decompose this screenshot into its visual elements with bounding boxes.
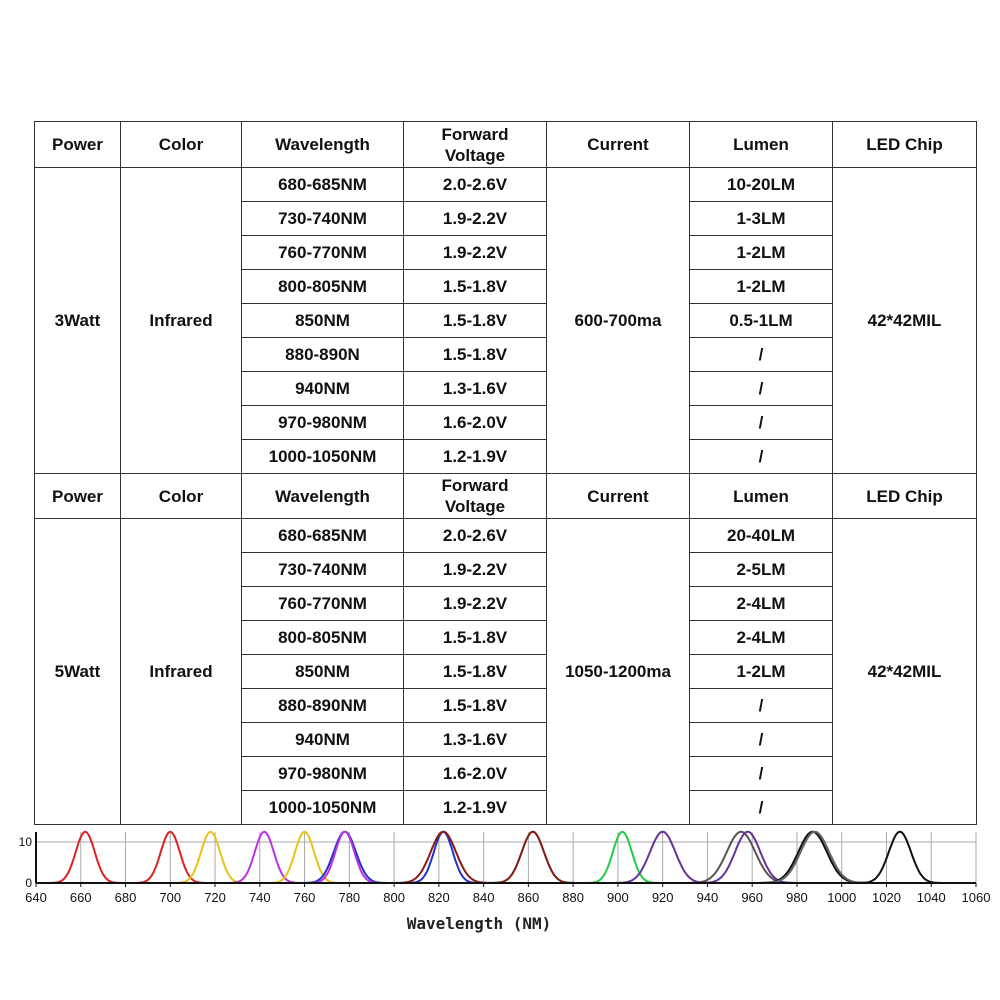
spectrum-curve	[486, 832, 580, 883]
x-tick-label: 880	[562, 890, 584, 905]
x-tick-label: 780	[338, 890, 361, 905]
forward-voltage-header: Forward Voltage	[404, 122, 547, 168]
wavelength-cell: 680-685NM	[242, 519, 404, 553]
x-tick-label: 700	[159, 890, 182, 905]
wavelength-cell: 970-980NM	[242, 406, 404, 440]
wavelength-cell: 760-770NM	[242, 587, 404, 621]
led-chip-cell: 42*42MIL	[833, 168, 977, 474]
x-tick-label: 800	[383, 890, 405, 905]
spectrum-curve	[390, 832, 497, 883]
power-header: Power	[35, 122, 121, 168]
wavelength-cell: 880-890NM	[242, 689, 404, 723]
wavelength-cell: 800-805NM	[242, 621, 404, 655]
x-tick-label: 740	[248, 890, 271, 905]
lumen-cell: 1-2LM	[690, 655, 833, 689]
forward-voltage-cell: 1.9-2.2V	[404, 236, 547, 270]
x-tick-label: 820	[428, 890, 450, 905]
x-tick-label: 860	[517, 890, 540, 905]
forward-voltage-cell: 1.2-1.9V	[404, 440, 547, 474]
wavelength-cell: 760-770NM	[242, 236, 404, 270]
forward-voltage-cell: 1.9-2.2V	[404, 553, 547, 587]
lumen-cell: /	[690, 689, 833, 723]
lumen-cell: 2-5LM	[690, 553, 833, 587]
led-chip-header: LED Chip	[833, 474, 977, 519]
table-row	[35, 168, 977, 202]
wavelength-cell: 730-740NM	[242, 553, 404, 587]
lumen-header: Lumen	[690, 474, 833, 519]
x-tick-label: 640	[25, 890, 47, 905]
power-header: Power	[35, 474, 121, 519]
header-row	[35, 474, 977, 519]
forward-voltage-cell: 1.3-1.6V	[404, 723, 547, 757]
lumen-cell: 1-2LM	[690, 236, 833, 270]
spectrum-curve	[45, 832, 126, 883]
forward-voltage-cell: 1.3-1.6V	[404, 372, 547, 406]
x-tick-label: 900	[607, 890, 629, 905]
forward-voltage-cell: 2.0-2.6V	[404, 168, 547, 202]
lumen-header: Lumen	[690, 122, 833, 168]
lumen-cell: /	[690, 372, 833, 406]
lumen-cell: /	[690, 406, 833, 440]
spectrum-curve	[752, 832, 873, 883]
spectrum-curve	[853, 832, 947, 883]
y-tick-label: 0	[25, 876, 32, 890]
spectrum-x-axis-label: Wavelength (NM)	[406, 914, 552, 933]
forward-voltage-cell: 1.5-1.8V	[404, 689, 547, 723]
wavelength-spectrum-chart	[0, 828, 1000, 913]
wavelength-header: Wavelength	[242, 122, 404, 168]
spectrum-curve	[298, 832, 392, 883]
color-header: Color	[121, 122, 242, 168]
x-tick-label: 680	[114, 890, 137, 905]
spectrum-curve	[582, 832, 663, 883]
wavelength-cell: 1000-1050NM	[242, 440, 404, 474]
lumen-cell: 0.5-1LM	[690, 304, 833, 338]
x-tick-label: 840	[472, 890, 495, 905]
color-cell: Infrared	[121, 168, 242, 474]
forward-voltage-cell: 1.9-2.2V	[404, 587, 547, 621]
forward-voltage-cell: 1.6-2.0V	[404, 406, 547, 440]
forward-voltage-cell: 1.9-2.2V	[404, 202, 547, 236]
current-header: Current	[547, 474, 690, 519]
color-header: Color	[121, 474, 242, 519]
wavelength-cell: 970-980NM	[242, 757, 404, 791]
wavelength-cell: 680-685NM	[242, 168, 404, 202]
x-tick-label: 1000	[827, 890, 857, 905]
x-tick-label: 1040	[916, 890, 946, 905]
x-tick-label: 760	[293, 890, 316, 905]
led-chip-header: LED Chip	[833, 122, 977, 168]
current-cell: 600-700ma	[547, 168, 690, 474]
wavelength-cell: 730-740NM	[242, 202, 404, 236]
x-tick-label: 1020	[872, 890, 901, 905]
x-tick-label: 980	[786, 890, 808, 905]
x-tick-label: 1060	[961, 890, 991, 905]
lumen-cell: /	[690, 757, 833, 791]
wavelength-cell: 1000-1050NM	[242, 791, 404, 825]
forward-voltage-cell: 1.5-1.8V	[404, 655, 547, 689]
lumen-cell: /	[690, 338, 833, 372]
header-row	[35, 122, 977, 168]
x-tick-label: 960	[741, 890, 764, 905]
wavelength-cell: 880-890N	[242, 338, 404, 372]
lumen-cell: 2-4LM	[690, 621, 833, 655]
lumen-cell: /	[690, 791, 833, 825]
forward-voltage-cell: 1.5-1.8V	[404, 338, 547, 372]
forward-voltage-cell: 2.0-2.6V	[404, 519, 547, 553]
power-cell: 5Watt	[35, 519, 121, 825]
spectrum-curve	[486, 832, 580, 883]
wavelength-cell: 940NM	[242, 723, 404, 757]
y-tick-label: 10	[18, 835, 32, 849]
x-tick-label: 660	[69, 890, 92, 905]
lumen-cell: 10-20LM	[690, 168, 833, 202]
wavelength-cell: 940NM	[242, 372, 404, 406]
led-chip-cell: 42*42MIL	[833, 519, 977, 825]
wavelength-header: Wavelength	[242, 474, 404, 519]
lumen-cell: 1-3LM	[690, 202, 833, 236]
forward-voltage-cell: 1.6-2.0V	[404, 757, 547, 791]
forward-voltage-header: Forward Voltage	[404, 474, 547, 519]
lumen-cell: 20-40LM	[690, 519, 833, 553]
lumen-cell: /	[690, 723, 833, 757]
x-tick-label: 720	[204, 890, 226, 905]
lumen-cell: 2-4LM	[690, 587, 833, 621]
current-cell: 1050-1200ma	[547, 519, 690, 825]
current-header: Current	[547, 122, 690, 168]
color-cell: Infrared	[121, 519, 242, 825]
forward-voltage-cell: 1.5-1.8V	[404, 270, 547, 304]
x-tick-label: 920	[651, 890, 674, 905]
wavelength-cell: 850NM	[242, 304, 404, 338]
x-tick-label: 940	[696, 890, 719, 905]
spectrum-curve	[403, 832, 484, 883]
wavelength-cell: 800-805NM	[242, 270, 404, 304]
table-row	[35, 519, 977, 553]
power-cell: 3Watt	[35, 168, 121, 474]
lumen-cell: 1-2LM	[690, 270, 833, 304]
forward-voltage-cell: 1.5-1.8V	[404, 621, 547, 655]
wavelength-cell: 850NM	[242, 655, 404, 689]
forward-voltage-cell: 1.5-1.8V	[404, 304, 547, 338]
led-spec-table	[34, 121, 977, 825]
forward-voltage-cell: 1.2-1.9V	[404, 791, 547, 825]
lumen-cell: /	[690, 440, 833, 474]
